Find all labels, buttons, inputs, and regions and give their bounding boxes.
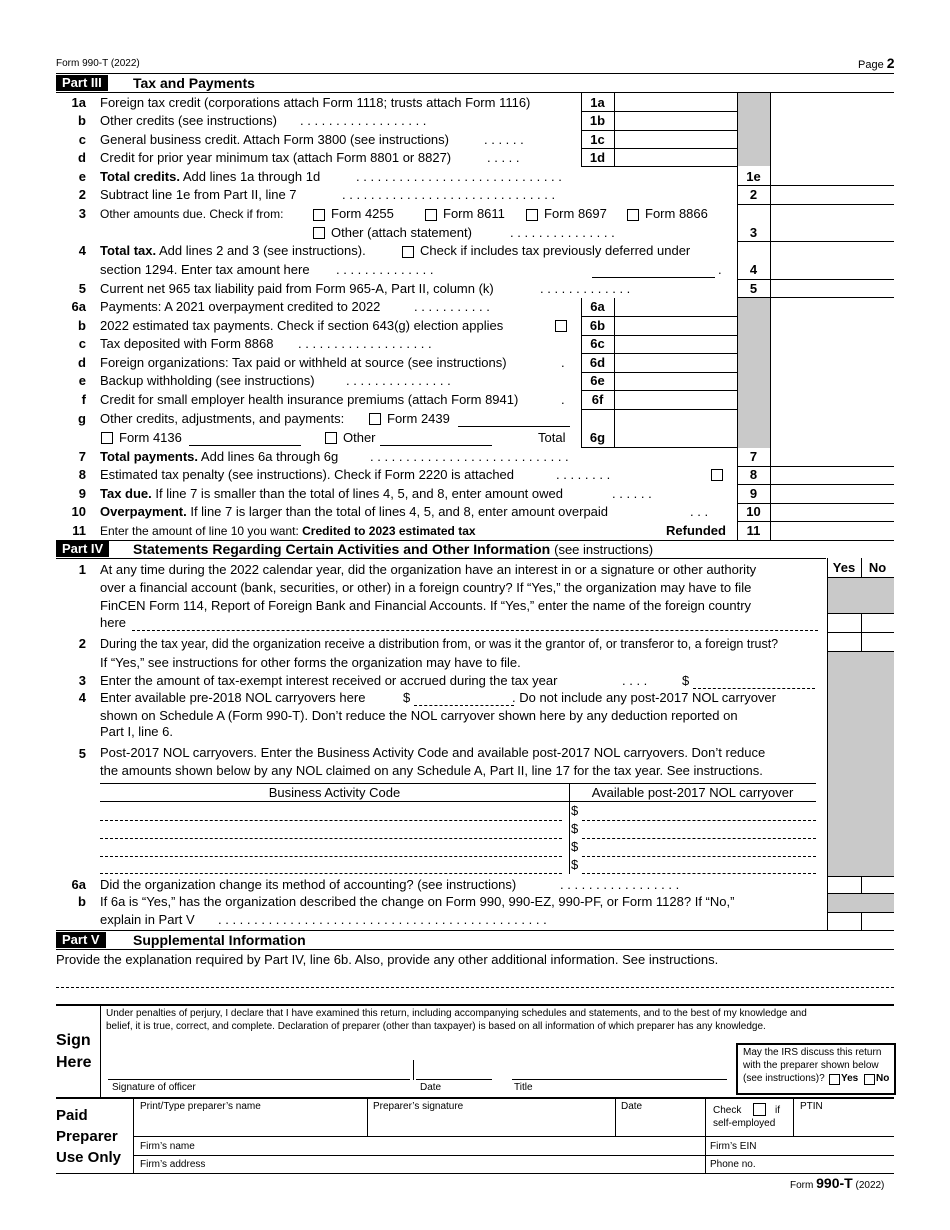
line-9-amount[interactable]	[771, 485, 894, 502]
pre-2018-nol-field[interactable]	[414, 705, 514, 706]
q6b-no-box[interactable]	[862, 913, 894, 930]
line-1e-num: e	[78, 169, 86, 184]
sign-date-label: Date	[420, 1082, 442, 1093]
line-1d-amount[interactable]	[615, 149, 736, 165]
form-8697-label: Form 8697	[544, 206, 607, 221]
q4-dollar: $	[403, 690, 411, 705]
form-8611-checkbox[interactable]	[425, 209, 437, 221]
form-4136-amount[interactable]	[189, 445, 301, 446]
preparer-signature-label: Preparer’s signature	[373, 1101, 464, 1112]
line-3-num: 3	[78, 206, 86, 221]
line-6e-num: e	[78, 373, 86, 388]
line-5-label: Current net 965 tax liability paid from Form 965-A, Part II, column (k)	[100, 281, 494, 296]
line-11-amount[interactable]	[771, 522, 894, 540]
nol-row2-code[interactable]	[100, 838, 562, 839]
officer-signature-field[interactable]	[108, 1079, 410, 1080]
irs-discuss-line1: May the IRS discuss this return	[743, 1047, 882, 1058]
ptin-label: PTIN	[800, 1101, 823, 1112]
line-6g-label: Other credits, adjustments, and payments:	[100, 411, 345, 426]
line-6b-num: b	[78, 318, 86, 333]
box-6b-label: 6b	[589, 318, 606, 333]
nol-row2-dollar: $	[571, 821, 579, 836]
other-statement-label: Other (attach statement)	[331, 225, 472, 240]
box-8-label: 8	[749, 467, 758, 482]
line-10-label: Overpayment. If line 7 is larger than the total of lines 4, 5, and 8, enter amount overpaid	[100, 504, 609, 519]
form-4255-label: Form 4255	[331, 206, 394, 221]
line-3-label: Other amounts due. Check if from:	[100, 207, 284, 221]
box-6d-label: 6d	[589, 355, 606, 370]
q4-num: 4	[78, 690, 86, 705]
box-1c-label: 1c	[590, 132, 605, 147]
form-4255-checkbox[interactable]	[313, 209, 325, 221]
line-6a-label: Payments: A 2021 overpayment credited to 2022	[100, 299, 381, 314]
box-7-label: 7	[749, 449, 758, 464]
part3-badge: Part III	[56, 75, 108, 91]
sign-label: Sign Here	[56, 1032, 92, 1071]
q6b-line1: If 6a is “Yes,” has the organization described the change on Form 990, 990-EZ, 990-PF, or Form 1128? If “No,”	[100, 894, 735, 909]
q6b-line2: explain in Part V	[100, 912, 195, 927]
preparer-signature-field[interactable]	[370, 1114, 612, 1134]
other-6g-checkbox[interactable]	[325, 432, 337, 444]
form-footer: Form 990-T (2022)	[790, 1175, 885, 1191]
line-6d-amount[interactable]	[615, 354, 736, 371]
form-8866-checkbox[interactable]	[627, 209, 639, 221]
no-col-header: No	[868, 560, 887, 575]
box-1b-label: 1b	[589, 113, 606, 128]
q2-no-box[interactable]	[862, 633, 894, 650]
supplemental-info-field[interactable]	[56, 987, 894, 988]
line-2-label: Subtract line 1e from Part II, line 7	[100, 187, 297, 202]
line-6g-amount[interactable]	[615, 410, 736, 446]
q6a-label: Did the organization change its method of accounting? (see instructions)	[100, 877, 517, 892]
line-1e-amount[interactable]	[771, 168, 894, 184]
part5-title: Supplemental Information	[133, 932, 306, 948]
other-6g-amount[interactable]	[380, 445, 492, 446]
q3-num: 3	[78, 673, 86, 688]
box-1e-label: 1e	[746, 169, 761, 184]
other-6g-label: Other	[343, 430, 376, 445]
form-4136-label: Form 4136	[119, 430, 182, 445]
q6a-yes-box[interactable]	[828, 877, 861, 893]
box-6e-label: 6e	[590, 373, 605, 388]
nol-row4-amount[interactable]	[582, 873, 816, 874]
line-6c-label: Tax deposited with Form 8868	[100, 336, 274, 351]
line-11-num: 11	[72, 523, 86, 538]
form-8697-checkbox[interactable]	[526, 209, 538, 221]
q5-line1: Post-2017 NOL carryovers. Enter the Business Activity Code and available post-2017 NOL carryovers. Don’t reduce	[100, 745, 766, 760]
nol-row2-amount[interactable]	[582, 838, 816, 839]
line-4-label-2: section 1294. Enter tax amount here	[100, 262, 310, 277]
firm-name-label: Firm’s name	[140, 1141, 195, 1152]
line-1b-num: b	[78, 113, 86, 128]
line-4-num: 4	[78, 243, 86, 258]
box-1a-label: 1a	[590, 95, 605, 110]
nol-row3-code[interactable]	[100, 856, 562, 857]
box-5-label: 5	[749, 281, 758, 296]
line-1a-amount[interactable]	[615, 94, 736, 110]
line-1e-label: Total credits. Add lines 1a through 1d	[100, 169, 321, 184]
irs-discuss-yes-checkbox[interactable]	[829, 1074, 840, 1085]
form-2439-label: Form 2439	[387, 411, 450, 426]
preparer-name-label: Print/Type preparer’s name	[140, 1101, 261, 1112]
nol-row3-amount[interactable]	[582, 856, 816, 857]
q4-line3: Part I, line 6.	[100, 724, 173, 739]
box-4-label: 4	[749, 262, 758, 277]
line-4-label: Total tax. Add lines 2 and 3 (see instructions).	[100, 243, 366, 258]
firm-ein-field[interactable]	[765, 1138, 891, 1154]
perjury-line2: belief, it is true, correct, and complete. Declaration of preparer (other than taxpayer) is based on all information of which preparer has any knowledge.	[106, 1021, 766, 1032]
line-7-amount[interactable]	[771, 448, 894, 465]
phone-label: Phone no.	[710, 1159, 756, 1170]
line-1a-num: 1a	[71, 95, 86, 110]
deferred-tax-label: Check if includes tax previously deferred under	[420, 243, 691, 258]
q3-label: Enter the amount of tax-exempt interest received or accrued during the tax year	[100, 673, 558, 688]
box-6f-label: 6f	[591, 392, 604, 407]
nol-row1-code[interactable]	[100, 820, 562, 821]
line-6g-num: g	[78, 411, 86, 426]
line-4-amount[interactable]	[771, 242, 894, 278]
box-1d-label: 1d	[589, 150, 606, 165]
line-8-num: 8	[78, 467, 86, 482]
nol-col-carryover: Available post-2017 NOL carryover	[591, 785, 794, 800]
firm-address-label: Firm’s address	[140, 1159, 206, 1170]
q2-num: 2	[78, 636, 86, 651]
nol-row1-dollar: $	[571, 803, 579, 818]
line-6d-label: Foreign organizations: Tax paid or withheld at source (see instructions)	[100, 355, 507, 370]
box-6c-label: 6c	[590, 336, 605, 351]
paid-preparer-label: Paid Preparer Use Only	[56, 1107, 122, 1166]
line-6f-num: f	[81, 392, 86, 407]
nol-row3-dollar: $	[571, 839, 579, 854]
q1-line3: FinCEN Form 114, Report of Foreign Bank and Financial Accounts. If “Yes,” enter the name of the foreign country	[100, 598, 752, 613]
line-6f-label: Credit for small employer health insurance premiums (attach Form 8941)	[100, 392, 519, 407]
part3-title: Tax and Payments	[133, 75, 255, 91]
irs-discuss-no-checkbox[interactable]	[864, 1074, 875, 1085]
line-6e-amount[interactable]	[615, 373, 736, 389]
q1-num: 1	[78, 562, 86, 577]
q2-line1: During the tax year, did the organization receive a distribution from, or was it the grantor of, or transferor to, a foreign trust?	[100, 637, 779, 651]
irs-discuss-line2: with the preparer shown below	[743, 1060, 879, 1071]
q6b-num: b	[78, 894, 86, 909]
line-6a-num: 6a	[71, 299, 86, 314]
line-6c-num: c	[78, 336, 86, 351]
nol-col-business-code: Business Activity Code	[268, 785, 401, 800]
section-643g-checkbox[interactable]	[555, 320, 567, 332]
line-6c-amount[interactable]	[615, 335, 736, 352]
nol-row4-code[interactable]	[100, 873, 562, 874]
sign-date-field[interactable]	[416, 1079, 492, 1080]
line-5-amount[interactable]	[771, 280, 894, 296]
form-id-header: Form 990-T (2022)	[56, 58, 140, 69]
line-9-label: Tax due. If line 7 is smaller than the total of lines 4, 5, and 8, enter amount owed	[100, 486, 563, 501]
line-1c-label: General business credit. Attach Form 3800 (see instructions)	[100, 132, 449, 147]
q1-line1: At any time during the 2022 calendar year, did the organization have an interest in or a signature or other authority	[100, 562, 757, 577]
q4-line1a: Enter available pre-2018 NOL carryovers here	[100, 690, 366, 705]
q6a-num: 6a	[71, 877, 86, 892]
tax-exempt-interest-field[interactable]	[693, 688, 815, 689]
ptin-field[interactable]	[796, 1114, 892, 1134]
check-label: Check	[713, 1105, 742, 1116]
firm-name-field[interactable]	[200, 1138, 700, 1154]
box-6g-label: 6g	[589, 430, 606, 445]
preparer-name-field[interactable]	[136, 1114, 364, 1134]
title-label: Title	[514, 1082, 533, 1093]
q3-dollar: $	[682, 673, 690, 688]
q1-yes-box[interactable]	[828, 614, 861, 631]
q1-no-box[interactable]	[862, 614, 894, 631]
check-if-label: if	[775, 1105, 780, 1116]
officer-title-field[interactable]	[512, 1079, 727, 1080]
form-2439-amount[interactable]	[458, 426, 570, 427]
section-1294-amount[interactable]	[592, 277, 715, 278]
q5-line2: the amounts shown below by any NOL claimed on any Schedule A, Part II, line 17 for the tax year. See instructions.	[100, 763, 763, 778]
line-1d-num: d	[78, 150, 86, 165]
q1-line4: here	[100, 615, 127, 630]
phone-field[interactable]	[765, 1157, 891, 1172]
line-2-amount[interactable]	[771, 186, 894, 203]
self-employed-label: self-employed	[713, 1118, 776, 1129]
line-7-num: 7	[78, 449, 86, 464]
q2-line2: If “Yes,” see instructions for other forms the organization may have to file.	[100, 655, 521, 670]
line-8-amount[interactable]	[771, 467, 894, 483]
line-1d-label: Credit for prior year minimum tax (attach Form 8801 or 8827)	[100, 150, 452, 165]
line-1a-label: Foreign tax credit (corporations attach Form 1118; trusts attach Form 1116)	[100, 95, 531, 110]
q1-line2: over a financial account (bank, securities, or other) in a foreign country? If “Yes,” the organization may have to file	[100, 580, 752, 595]
deferred-tax-checkbox[interactable]	[402, 246, 414, 258]
signature-of-officer-label: Signature of officer	[112, 1082, 196, 1093]
q4-line1b: . Do not include any post-2017 NOL carryover	[512, 690, 776, 705]
firm-address-field[interactable]	[210, 1157, 700, 1172]
form-8866-label: Form 8866	[645, 206, 708, 221]
line-1c-num: c	[78, 132, 86, 147]
line-8-label: Estimated tax penalty (see instructions). Check if Form 2220 is attached	[100, 467, 515, 482]
preparer-date-label: Date	[621, 1101, 643, 1112]
line-5-num: 5	[78, 281, 86, 296]
line-1b-label: Other credits (see instructions)	[100, 113, 278, 128]
line-6e-label: Backup withholding (see instructions)	[100, 373, 315, 388]
irs-discuss-line3: (see instructions)?	[743, 1073, 825, 1084]
box-11-label: 11	[746, 523, 761, 538]
line-6f-amount[interactable]	[615, 391, 736, 408]
foreign-country-field[interactable]	[132, 630, 818, 631]
nol-row1-amount[interactable]	[582, 820, 816, 821]
yes-col-header: Yes	[832, 560, 856, 575]
total-6g-label: Total	[538, 430, 566, 445]
part5-instructions: Provide the explanation required by Part IV, line 6b. Also, provide any other additional information. See instructions.	[56, 952, 719, 967]
line-6b-label: 2022 estimated tax payments. Check if section 643(g) election applies	[100, 318, 504, 333]
part5-badge: Part V	[56, 932, 106, 948]
line-3-amount[interactable]	[771, 205, 894, 240]
nol-row4-dollar: $	[571, 857, 579, 872]
form-2439-checkbox[interactable]	[369, 413, 381, 425]
line-1c-amount[interactable]	[615, 131, 736, 147]
part4-badge: Part IV	[56, 541, 109, 557]
line-9-num: 9	[78, 486, 86, 501]
q6a-no-box[interactable]	[862, 877, 894, 893]
preparer-date-field[interactable]	[618, 1114, 702, 1134]
line-10-amount[interactable]	[771, 504, 894, 520]
line-10-num: 10	[71, 504, 86, 519]
form-2220-checkbox[interactable]	[711, 469, 723, 481]
refunded-label: Refunded	[666, 523, 726, 538]
q4-line2: shown on Schedule A (Form 990-T). Don’t reduce the NOL carryover shown here by any deduction reported on	[100, 708, 738, 723]
box-9-label: 9	[749, 486, 758, 501]
other-statement-checkbox[interactable]	[313, 227, 325, 239]
box-10-label: 10	[746, 504, 761, 519]
form-4136-checkbox[interactable]	[101, 432, 113, 444]
firm-ein-label: Firm’s EIN	[710, 1141, 757, 1152]
irs-discuss-no-label: No	[876, 1073, 890, 1084]
line-11-label: Enter the amount of line 10 you want: Credited to 2023 estimated tax	[100, 524, 476, 538]
irs-discuss-yes-label: Yes	[841, 1073, 859, 1084]
box-6a-label: 6a	[590, 299, 605, 314]
self-employed-checkbox[interactable]	[753, 1103, 766, 1116]
line-2-num: 2	[78, 187, 86, 202]
q5-num: 5	[78, 746, 86, 761]
line-1b-amount[interactable]	[615, 112, 736, 129]
box-2-label: 2	[749, 187, 758, 202]
line-6b-amount[interactable]	[615, 317, 736, 334]
part4-title: Statements Regarding Certain Activities and Other Information (see instructions)	[133, 541, 654, 557]
line-7-label: Total payments. Add lines 6a through 6g	[100, 449, 339, 464]
line-6a-amount[interactable]	[615, 298, 736, 315]
q2-yes-box[interactable]	[828, 633, 861, 650]
page-number: Page 2	[858, 55, 895, 71]
box-3-label: 3	[749, 225, 758, 240]
perjury-line1: Under penalties of perjury, I declare that I have examined this return, including accompanying schedules and statements, and to the best of my knowledge and	[106, 1008, 807, 1019]
form-8611-label: Form 8611	[443, 206, 505, 221]
q6b-yes-box[interactable]	[828, 913, 861, 930]
line-6d-num: d	[78, 355, 86, 370]
